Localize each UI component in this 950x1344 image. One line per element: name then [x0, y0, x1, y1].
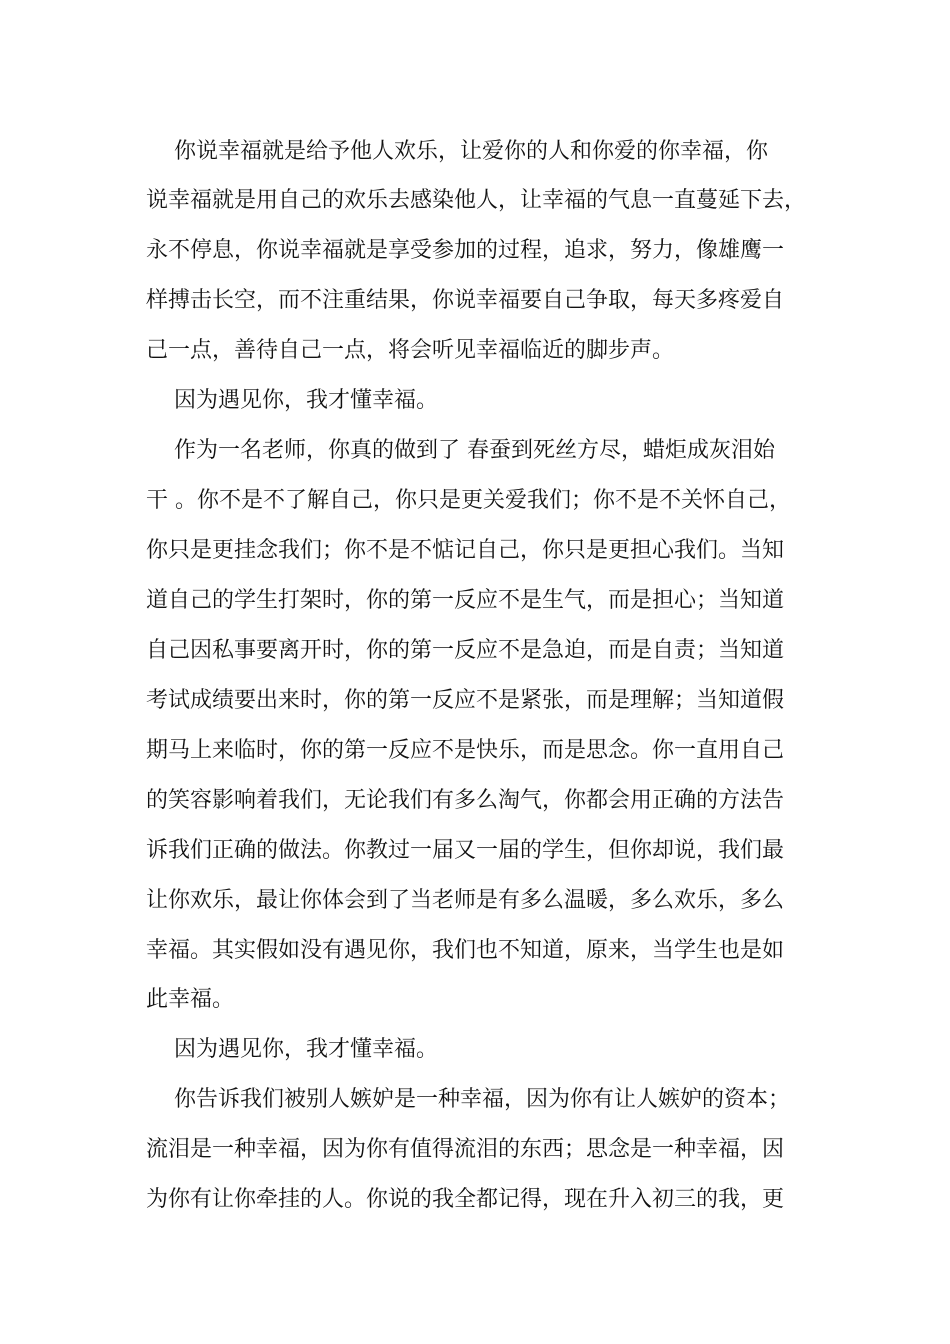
text-line-17: 幸福。其实假如没有遇见你，我们也不知道，原来，当学生也是如 — [146, 938, 785, 963]
text-line-20: 你告诉我们被别人嫉妒是一种幸福，因为你有让人嫉妒的资本； — [146, 1087, 790, 1112]
text-line-8: 干 。你不是不了解自己，你只是更关爱我们；你不是不关怀自己， — [146, 488, 791, 513]
text-line-1: 你说幸福就是给予他人欢乐，让爱你的人和你爱的你幸福，你 — [146, 139, 768, 164]
text-line-3: 永不停息，你说幸福就是享受参加的过程，追求，努力，像雄鹰一 — [146, 238, 785, 263]
text-line-11: 自己因私事要离开时，你的第一反应不是急迫，而是自责；当知道 — [146, 638, 785, 663]
text-line-21: 流泪是一种幸福，因为你有值得流泪的东西；思念是一种幸福，因 — [146, 1137, 785, 1162]
text-line-7: 作为一名老师，你真的做到了 春蚕到死丝方尽，蜡炬成灰泪始 — [146, 438, 775, 463]
text-line-4: 样搏击长空，而不注重结果，你说幸福要自己争取，每天多疼爱自 — [146, 288, 785, 313]
text-line-19: 因为遇见你，我才懂幸福。 — [146, 1037, 438, 1062]
text-line-9: 你只是更挂念我们；你不是不惦记自己，你只是更担心我们。当知 — [146, 538, 785, 563]
text-line-18: 此幸福。 — [146, 987, 235, 1012]
text-line-10: 道自己的学生打架时，你的第一反应不是生气，而是担心；当知道 — [146, 588, 785, 613]
text-line-2: 说幸福就是用自己的欢乐去感染他人，让幸福的气息一直蔓延下去， — [146, 188, 807, 213]
text-line-15: 诉我们正确的做法。你教过一届又一届的学生，但你却说，我们最 — [146, 838, 785, 863]
text-line-13: 期马上来临时，你的第一反应不是快乐，而是思念。你一直用自己 — [146, 738, 785, 763]
text-line-22: 为你有让你牵挂的人。你说的我全都记得，现在升入初三的我，更 — [146, 1187, 785, 1212]
text-line-14: 的笑容影响着我们，无论我们有多么淘气，你都会用正确的方法告 — [146, 788, 785, 813]
text-line-12: 考试成绩要出来时，你的第一反应不是紧张，而是理解；当知道假 — [146, 688, 785, 713]
text-line-16: 让你欢乐，最让你体会到了当老师是有多么温暖，多么欢乐，多么 — [146, 888, 785, 913]
text-line-5: 己一点，善待自己一点，将会听见幸福临近的脚步声。 — [146, 338, 675, 363]
text-line-6: 因为遇见你，我才懂幸福。 — [146, 388, 438, 413]
